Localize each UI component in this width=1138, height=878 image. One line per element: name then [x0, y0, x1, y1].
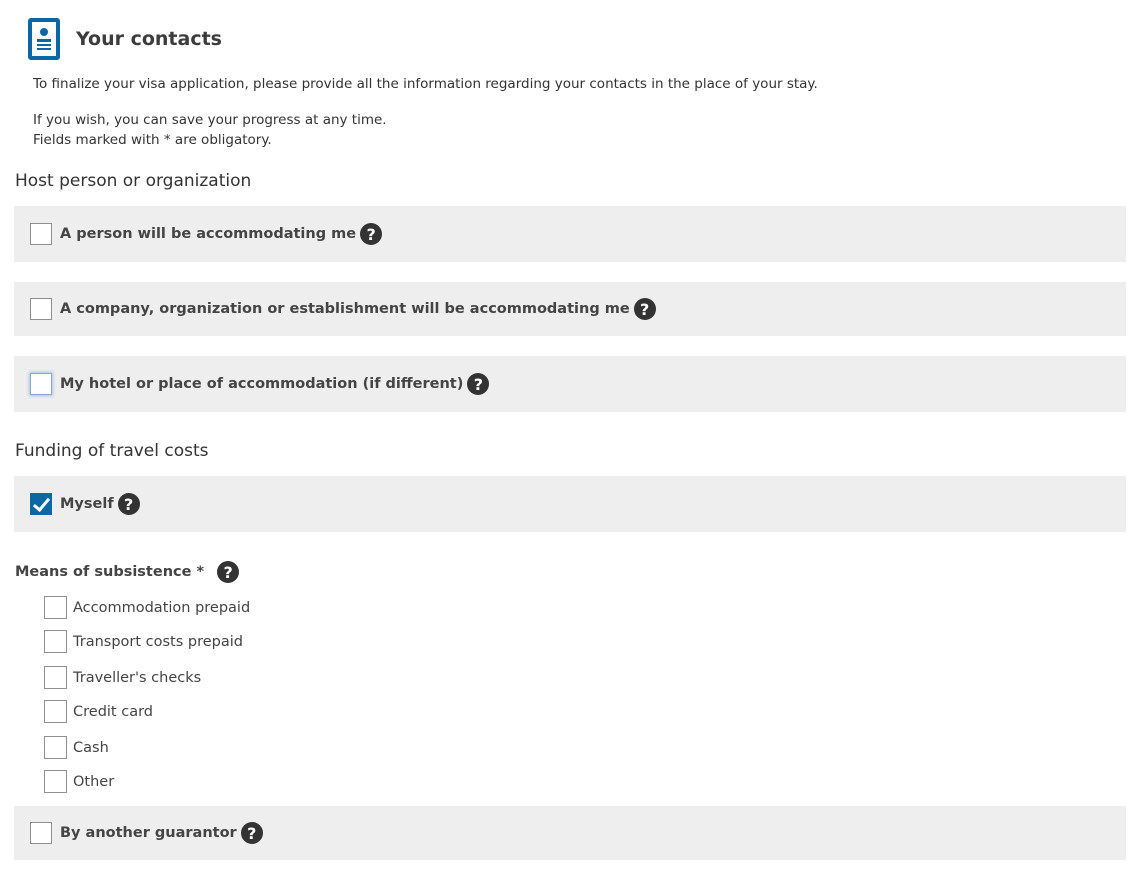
host-hotel-checkbox[interactable] [30, 373, 52, 395]
means-travellers-checks-checkbox[interactable] [44, 666, 67, 689]
funding-guarantor-label: By another guarantor [60, 825, 237, 841]
host-company-label: A company, organization or establishment will be accommodating me [60, 301, 630, 317]
help-icon[interactable]: ? [360, 223, 382, 245]
funding-myself-checkbox[interactable] [30, 493, 52, 515]
means-option-label: Traveller's checks [73, 669, 202, 686]
means-option [44, 596, 250, 619]
help-icon[interactable]: ? [634, 298, 656, 320]
contact-card-icon [27, 17, 61, 61]
page-title: Your contacts [76, 28, 222, 50]
page-header [27, 16, 222, 62]
save-progress-text: If you wish, you can save your progress at any time. [33, 112, 387, 128]
host-person-checkbox[interactable] [30, 223, 52, 245]
funding-section-title: Funding of travel costs [15, 441, 209, 461]
means-option-label: Cash [73, 739, 109, 756]
obligatory-fields-text: Fields marked with * are obligatory. [33, 132, 272, 148]
help-icon[interactable]: ? [241, 822, 263, 844]
means-option [44, 630, 243, 653]
funding-guarantor-checkbox[interactable] [30, 822, 52, 844]
host-company-panel [14, 282, 1126, 336]
host-company-checkbox[interactable] [30, 298, 52, 320]
means-of-subsistence-label [15, 561, 239, 583]
means-option-label: Transport costs prepaid [73, 633, 243, 650]
host-hotel-label: My hotel or place of accommodation (if different) [60, 376, 464, 392]
help-icon[interactable]: ? [118, 493, 140, 515]
means-credit-card-checkbox[interactable] [44, 700, 67, 723]
means-option-label: Credit card [73, 703, 153, 720]
host-person-label: A person will be accommodating me [60, 226, 357, 242]
means-option [44, 666, 201, 689]
funding-myself-panel [14, 476, 1126, 532]
means-transport-checkbox[interactable] [44, 630, 67, 653]
means-option [44, 736, 109, 759]
host-hotel-panel [14, 356, 1126, 412]
means-of-subsistence-text: Means of subsistence * [15, 564, 205, 580]
host-section-title: Host person or organization [15, 171, 252, 191]
means-other-checkbox[interactable] [44, 770, 67, 793]
means-accommodation-checkbox[interactable] [44, 596, 67, 619]
funding-guarantor-panel [14, 806, 1126, 860]
means-option [44, 770, 114, 793]
means-option-label: Accommodation prepaid [73, 599, 251, 616]
means-option-label: Other [73, 773, 115, 790]
funding-myself-label: Myself [60, 496, 114, 512]
help-icon[interactable]: ? [467, 373, 489, 395]
intro-text: To finalize your visa application, please provide all the information regarding your contacts in the place of your stay. [33, 76, 818, 92]
means-option [44, 700, 153, 723]
means-cash-checkbox[interactable] [44, 736, 67, 759]
host-person-panel [14, 206, 1126, 262]
help-icon[interactable]: ? [217, 561, 239, 583]
